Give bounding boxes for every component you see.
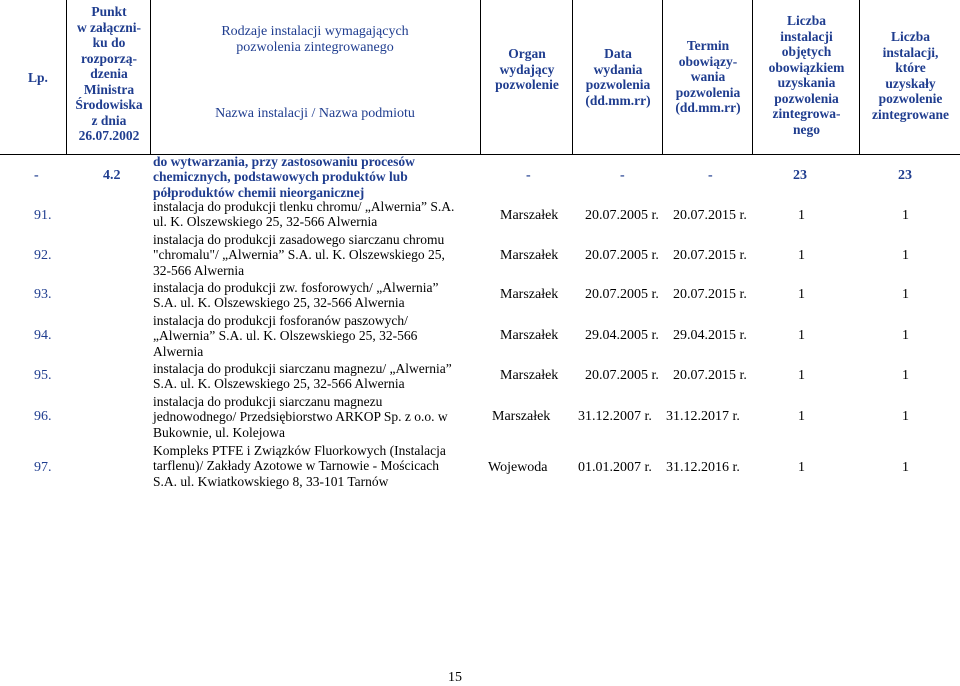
header-data-wydania: Data wydania pozwolenia (dd.mm.rr) (585, 46, 651, 108)
row-organ: Marszałek (500, 287, 559, 302)
row-organ: Marszałek (500, 248, 559, 263)
row-description: instalacja do produkcji fosforanów paszowych/ „Alwernia” S.A. ul. K. Olszewskiego 25, 32-566 Alwernia (153, 313, 418, 359)
row-termin: 20.07.2015 r. (673, 287, 747, 302)
header-organ: Organ wydający pozwolenie (495, 46, 559, 92)
row-description: instalacja do produkcji siarczanu magnezu jednowodnego/ Przedsiębiorstwo ARKOP Sp. z o.o. w Bukownie, ul. Kolejowa (153, 394, 448, 440)
row-liczba-uzyskaly: 1 (902, 328, 909, 343)
header-lp: Lp. (28, 70, 48, 85)
row-organ: Wojewoda (488, 460, 548, 475)
row-description: instalacja do produkcji zasadowego siarczanu chromu "chromalu"/ „Alwernia” S.A. ul. K. Olszewskiego 25, 32-566 Alwernia (153, 232, 445, 278)
header-punkt: Punkt w załączni- ku do rozporzą- dzenia Ministra Środowiska z dnia 26.07.2002 (75, 4, 143, 143)
row-liczba-objetych: 1 (798, 248, 805, 263)
row-termin: 29.04.2015 r. (673, 328, 747, 343)
row-organ: Marszałek (500, 208, 559, 223)
header-divider (0, 154, 960, 155)
row-organ: Marszałek (500, 368, 559, 383)
row-liczba-uzyskaly: 1 (902, 248, 909, 263)
row-liczba-objetych: 1 (798, 287, 805, 302)
row-lp: 92. (34, 248, 52, 263)
row-liczba-uzyskaly: 1 (902, 460, 909, 475)
header-termin: Termin obowiązy- wania pozwolenia (dd.mm.rr) (675, 38, 741, 115)
row-lp: 95. (34, 368, 52, 383)
col-divider (480, 0, 481, 154)
row-lp: 96. (34, 409, 52, 424)
row-description: instalacja do produkcji tlenku chromu/ „Alwernia” S.A. ul. K. Olszewskiego 25, 32-566 Alwernia (153, 199, 455, 230)
section-data: - (620, 168, 625, 183)
row-data: 20.07.2005 r. (585, 368, 659, 383)
row-description: instalacja do produkcji zw. fosforowych/ „Alwernia” S.A. ul. K. Olszewskiego 25, 32-566 Alwernia (153, 280, 439, 311)
row-lp: 97. (34, 460, 52, 475)
row-liczba-objetych: 1 (798, 208, 805, 223)
row-liczba-objetych: 1 (798, 328, 805, 343)
row-liczba-objetych: 1 (798, 409, 805, 424)
row-liczba-uzyskaly: 1 (902, 208, 909, 223)
col-divider (662, 0, 663, 154)
row-organ: Marszałek (492, 409, 551, 424)
row-termin: 31.12.2017 r. (666, 409, 740, 424)
row-lp: 91. (34, 208, 52, 223)
row-liczba-uzyskaly: 1 (902, 409, 909, 424)
col-divider (752, 0, 753, 154)
row-data: 01.01.2007 r. (578, 460, 652, 475)
row-termin: 31.12.2016 r. (666, 460, 740, 475)
section-punkt: 4.2 (103, 168, 121, 183)
section-liczba-objetych: 23 (793, 168, 807, 183)
section-lp: - (34, 168, 39, 183)
page-number: 15 (448, 670, 462, 685)
header-liczba-objetych: Liczba instalacji objętych obowiązkiem uzyskania pozwolenia zintegrowa- nego (768, 13, 845, 137)
header-rodzaje: Rodzaje instalacji wymagających pozwolenia zintegrowanego (221, 24, 409, 55)
row-liczba-objetych: 1 (798, 368, 805, 383)
row-lp: 94. (34, 328, 52, 343)
row-description: Kompleks PTFE i Związków Fluorkowych (Instalacja tarflenu)/ Zakłady Azotowe w Tarnowie - Mościcach S.A. ul. Kwiatkowskiego 8, 33-101 Tarnów (153, 443, 446, 489)
section-termin: - (708, 168, 713, 183)
header-liczba-uzyskaly: Liczba instalacji, które uzyskały pozwolenie zintegrowane (872, 29, 949, 122)
col-divider (66, 0, 67, 154)
row-data: 20.07.2005 r. (585, 248, 659, 263)
section-description: do wytwarzania, przy zastosowaniu procesów chemicznych, podstawowych produktów lub półproduktów chemii nieorganicznej (153, 154, 415, 200)
row-liczba-objetych: 1 (798, 460, 805, 475)
row-data: 31.12.2007 r. (578, 409, 652, 424)
row-termin: 20.07.2015 r. (673, 368, 747, 383)
row-data: 29.04.2005 r. (585, 328, 659, 343)
section-liczba-uzyskaly: 23 (898, 168, 912, 183)
col-divider (859, 0, 860, 154)
row-liczba-uzyskaly: 1 (902, 368, 909, 383)
header-nazwa: Nazwa instalacji / Nazwa podmiotu (215, 106, 415, 121)
row-organ: Marszałek (500, 328, 559, 343)
row-termin: 20.07.2015 r. (673, 248, 747, 263)
row-termin: 20.07.2015 r. (673, 208, 747, 223)
row-lp: 93. (34, 287, 52, 302)
row-data: 20.07.2005 r. (585, 208, 659, 223)
section-organ: - (526, 168, 531, 183)
row-data: 20.07.2005 r. (585, 287, 659, 302)
row-description: instalacja do produkcji siarczanu magnezu/ „Alwernia” S.A. ul. K. Olszewskiego 25, 32-566 Alwernia (153, 361, 452, 392)
col-divider (572, 0, 573, 154)
row-liczba-uzyskaly: 1 (902, 287, 909, 302)
